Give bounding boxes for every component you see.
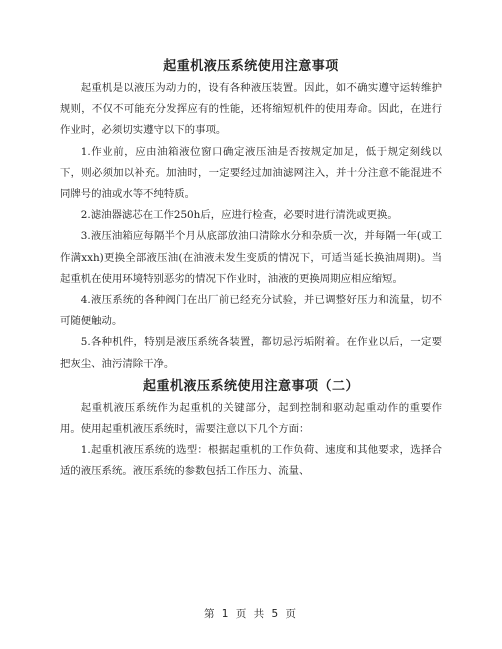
section-1-paragraph: 1.作业前，应由油箱液位窗口确定液压油是否按规定加足，低于规定刻线以下，则必须加以补充。加油时，一定要经过加油滤网注入，并十分注意不能混进不同牌号的油或水等不纯特质。 — [60, 145, 442, 201]
section-1-paragraph: 3.液压油箱应每隔半个月从底部放油口清除水分和杂质一次，并每隔一年(或工作满xxh)更换全部液压油(在油液未发生变质的情况下，可适当延长换油周期)。当起重机在使用环境特别恶劣的情况下作业时，油液的更换周期应相应缩短。 — [60, 230, 442, 285]
section-1-paragraph: 5.各种机件，特别是液压系统各装置，都切忌污垢附着。在作业以后，一定要把灰尘、油污清除干净。 — [60, 336, 442, 370]
page-number-footer: 第 1 页 共 5 页 — [203, 608, 299, 620]
section-1-paragraph: 2.滤油器滤芯在工作250h后，应进行检查，必要时进行清洗或更换。 — [80, 209, 398, 222]
section-1-title: 起重机液压系统使用注意事项 — [163, 59, 339, 74]
section-2-paragraph: 1.起重机液压系统的选型：根据起重机的工作负荷、速度和其他要求，选择合适的液压系统。液压系统的参数包括工作压力、流量、 — [60, 444, 442, 478]
section-1-paragraph: 起重机是以液压为动力的，设有各种液压装置。因此，如不确实遵守运转维护规则，不仅不可能充分发挥应有的性能，还将缩短机件的使用寿命。因此，在进行作业时，必须切实遵守以下的事项。 — [60, 82, 442, 137]
section-2-paragraph: 起重机液压系统作为起重机的关键部分，起到控制和驱动起重动作的重要作用。使用起重机液压系统时，需要注意以下几个方面： — [60, 401, 442, 436]
section-1-paragraph: 4.液压系统的各种阀门在出厂前已经充分试验，并已调整好压力和流量，切不可随便触动。 — [60, 294, 442, 328]
section-2-title: 起重机液压系统使用注意事项（二） — [142, 378, 359, 394]
